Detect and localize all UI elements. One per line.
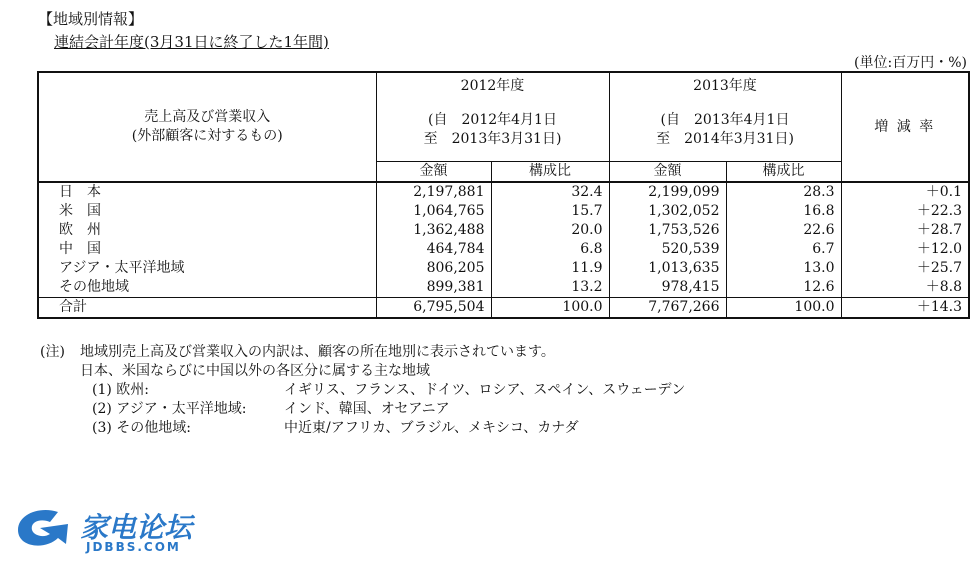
change-cell: ＋14.3 [841, 298, 969, 319]
note-line1: 地域別売上高及び営業収入の内訳は、顧客の所在地別に表示されています。 [80, 344, 555, 360]
amount-2013-cell: 520,539 [609, 240, 726, 259]
amount-2012-cell: 2,197,881 [376, 182, 491, 202]
change-cell: ＋0.1 [841, 182, 969, 202]
amount-2012-cell: 6,795,504 [376, 298, 491, 319]
regional-sales-table [37, 71, 970, 319]
ratio-2013-cell: 22.6 [726, 221, 841, 240]
change-cell: ＋25.7 [841, 259, 969, 278]
ratio-2013-cell: 16.8 [726, 202, 841, 221]
note-item-label: (3) その他地域: [92, 420, 191, 436]
fy2013-header [609, 72, 841, 162]
note-item-label: (2) アジア・太平洋地域: [92, 401, 247, 417]
notes [40, 343, 685, 438]
ratio-2012-cell: 6.8 [491, 240, 609, 259]
region-cell: 中 国 [38, 240, 376, 259]
change-header: 増 減 率 [841, 72, 969, 182]
fy2013-label: 2013年度 [693, 78, 757, 94]
change-cell: ＋28.7 [841, 221, 969, 240]
note-item-label: (1) 欧州: [92, 382, 149, 398]
table-row [38, 202, 969, 221]
amount-2013-cell: 7,767,266 [609, 298, 726, 319]
amount-2013-cell: 1,013,635 [609, 259, 726, 278]
ratio-2013-cell: 12.6 [726, 278, 841, 298]
note-item-value: 中近東/アフリカ、ブラジル、メキシコ、カナダ [284, 420, 579, 436]
logo-name: 家电论坛 [80, 511, 193, 544]
note-line2: 日本、米国ならびに中国以外の各区分に属する主な地域 [80, 363, 430, 379]
change-cell: ＋22.3 [841, 202, 969, 221]
note-item [40, 400, 685, 419]
fy2013-from: (自 2013年4月1日 [660, 112, 790, 128]
table-row [38, 278, 969, 298]
region-cell: アジア・太平洋地域 [38, 259, 376, 278]
ratio-header-2013: 構成比 [726, 162, 841, 183]
ratio-2013-cell: 6.7 [726, 240, 841, 259]
note-item-value: インド、韓国、オセアニア [284, 401, 450, 417]
row-header-line1: 売上高及び営業収入 [144, 109, 271, 125]
note-item-value: イギリス、フランス、ドイツ、ロシア、スペイン、スウェーデン [284, 382, 686, 398]
amount-2012-cell: 899,381 [376, 278, 491, 298]
ratio-header-2012: 構成比 [491, 162, 609, 183]
fy2012-header [376, 72, 609, 162]
amount-2012-cell: 464,784 [376, 240, 491, 259]
amount-2013-cell: 978,415 [609, 278, 726, 298]
region-cell: 合計 [38, 298, 376, 319]
fy2012-label: 2012年度 [460, 78, 525, 94]
table-row [38, 221, 969, 240]
ratio-2012-cell: 32.4 [491, 182, 609, 202]
region-cell: 欧 州 [38, 221, 376, 240]
logo-domain: JDBBS.COM [86, 540, 181, 554]
ratio-2012-cell: 15.7 [491, 202, 609, 221]
amount-2013-cell: 1,753,526 [609, 221, 726, 240]
amount-2012-cell: 806,205 [376, 259, 491, 278]
amount-header-2013: 金額 [609, 162, 726, 183]
unit-label: (単位:百万円・%) [854, 55, 967, 71]
note-item [40, 381, 685, 400]
table-row [38, 259, 969, 278]
ratio-2013-cell: 28.3 [726, 182, 841, 202]
change-cell: ＋8.8 [841, 278, 969, 298]
region-cell: 米 国 [38, 202, 376, 221]
ratio-2012-cell: 100.0 [491, 298, 609, 319]
amount-2012-cell: 1,362,488 [376, 221, 491, 240]
section-title: 【地域別情報】 [38, 10, 144, 28]
amount-2013-cell: 1,302,052 [609, 202, 726, 221]
table-row [38, 240, 969, 259]
total-row [38, 298, 969, 319]
amount-2012-cell: 1,064,765 [376, 202, 491, 221]
section-subtitle: 連結会計年度(3月31日に終了した1年間) [54, 33, 329, 51]
ratio-2012-cell: 11.9 [491, 259, 609, 278]
fy2012-from: (自 2012年4月1日 [428, 112, 557, 128]
region-cell: その他地域 [38, 278, 376, 298]
change-cell: ＋12.0 [841, 240, 969, 259]
fy2013-to: 至 2014年3月31日) [656, 131, 794, 147]
ratio-2013-cell: 100.0 [726, 298, 841, 319]
region-cell: 日 本 [38, 182, 376, 202]
row-header [38, 72, 376, 182]
table-row [38, 182, 969, 202]
note-mark: (注) [40, 344, 65, 360]
watermark-logo [10, 500, 210, 560]
amount-header-2012: 金額 [376, 162, 491, 183]
ratio-2012-cell: 20.0 [491, 221, 609, 240]
amount-2013-cell: 2,199,099 [609, 182, 726, 202]
row-header-line2: (外部顧客に対するもの) [131, 128, 283, 144]
fy2012-to: 至 2013年3月31日) [423, 131, 562, 147]
ratio-2013-cell: 13.0 [726, 259, 841, 278]
note-item [40, 419, 685, 438]
ratio-2012-cell: 13.2 [491, 278, 609, 298]
